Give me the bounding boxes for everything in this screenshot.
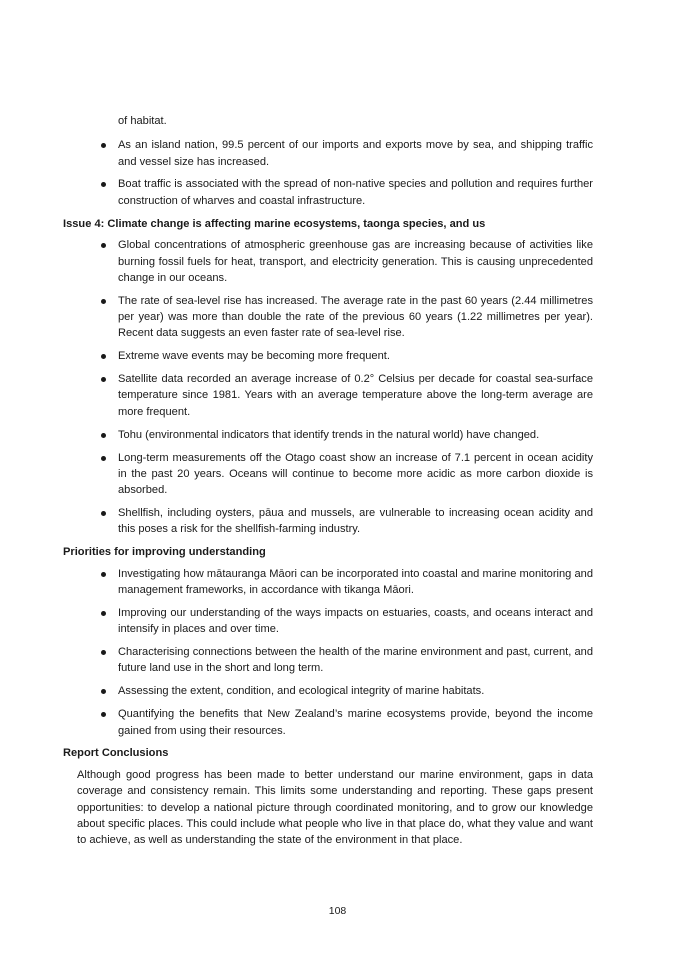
bullet-icon [101,354,106,359]
bullet-icon [101,182,106,187]
list-item [63,348,593,364]
bullet-icon [101,572,106,577]
list-item-text: Characterising connections between the health of the marine environment and past, current, and future land use in the short and long term. [118,646,593,675]
list-item [63,176,593,209]
bullet-icon [101,650,106,655]
list-item-text: Boat traffic is associated with the spread of non-native species and pollution and requires further construction of wharves and coastal infrastructure. [118,178,593,207]
list-item-text: Satellite data recorded an average increase of 0.2° Celsius per decade for coastal sea-surface temperature since 1981. Years with an average temperature above the long-term average are more frequent. [118,373,593,418]
continued-text: of habitat. [118,115,167,127]
list-item-text: Global concentrations of atmospheric greenhouse gas are increasing because of activities like burning fossil fuels for heat, transport, and electricity generation. This is causing unprecedented change in our oceans. [118,239,593,284]
list-item-text: As an island nation, 99.5 percent of our imports and exports move by sea, and shipping traffic and vessel size has increased. [118,139,593,168]
bullet-icon [101,456,106,461]
priorities-bullet-list [63,566,593,739]
bullet-icon [101,511,106,516]
issue3-bullet-list [63,137,593,209]
body-text [63,113,593,848]
list-item [63,605,593,638]
issue4-heading: Issue 4: Climate change is affecting marine ecosystems, taonga species, and us [63,217,486,230]
list-item [63,237,593,286]
conclusions-paragraph: Although good progress has been made to better understand our marine environment, gaps in data coverage and consistency remain. This limits some understanding and reporting. These gaps present opportunities: to develop a national picture through coordinated monitoring, and to grow our knowledge about specific places. This could include what people who live in that place do, what they value and want to achieve, as well as understanding the state of the environment in that place. [77,769,593,847]
list-item-text: The rate of sea-level rise has increased. The average rate in the past 60 years (2.44 millimetres per year) was more than double the rate of the previous 60 years (1.22 millimetres per year). Recent data suggests an even faster rate of sea-level rise. [118,294,593,340]
list-item-text: Tohu (environmental indicators that identify trends in the natural world) have changed. [118,428,540,441]
list-item-text: Quantifying the benefits that New Zealand’s marine ecosystems provide, beyond the income gained from using their resources. [118,708,593,737]
list-item [63,566,593,599]
issue4-bullet-list [63,237,593,537]
list-item-text: Investigating how mātauranga Māori can be incorporated into coastal and marine monitoring and management frameworks, in accordance with tikanga Māori. [118,567,593,597]
conclusions-heading: Report Conclusions [63,747,169,760]
list-item [63,371,593,420]
list-item [63,137,593,170]
bullet-icon [101,712,106,717]
list-item [63,683,593,699]
list-item-text: Long-term measurements off the Otago coast show an increase of 7.1 percent in ocean acidity in the past 20 years. Oceans will continue to become more acidic as more carbon dioxide is absorbed. [118,451,593,497]
priorities-heading: Priorities for improving understanding [63,546,266,559]
list-item-text: Improving our understanding of the ways impacts on estuaries, coasts, and oceans interact and intensify in places and over time. [118,606,593,636]
list-item [63,505,593,538]
bullet-icon [101,689,106,694]
list-item [63,427,593,443]
list-item-text: Shellfish, including oysters, pāua and mussels, are vulnerable to increasing ocean acidity and this poses a risk for the shellfish-farming industry. [118,506,593,536]
list-item [63,450,593,499]
list-item [63,293,593,342]
list-item [63,644,593,677]
page-number: 108 [328,905,347,917]
bullet-icon [101,377,106,382]
bullet-icon [101,143,106,148]
list-item [63,706,593,739]
bullet-icon [101,243,106,248]
bullet-icon [101,299,106,304]
bullet-icon [101,611,106,616]
list-item-text: Extreme wave events may be becoming more frequent. [118,350,390,363]
bullet-icon [101,433,106,438]
list-item-text: Assessing the extent, condition, and ecological integrity of marine habitats. [118,685,485,698]
